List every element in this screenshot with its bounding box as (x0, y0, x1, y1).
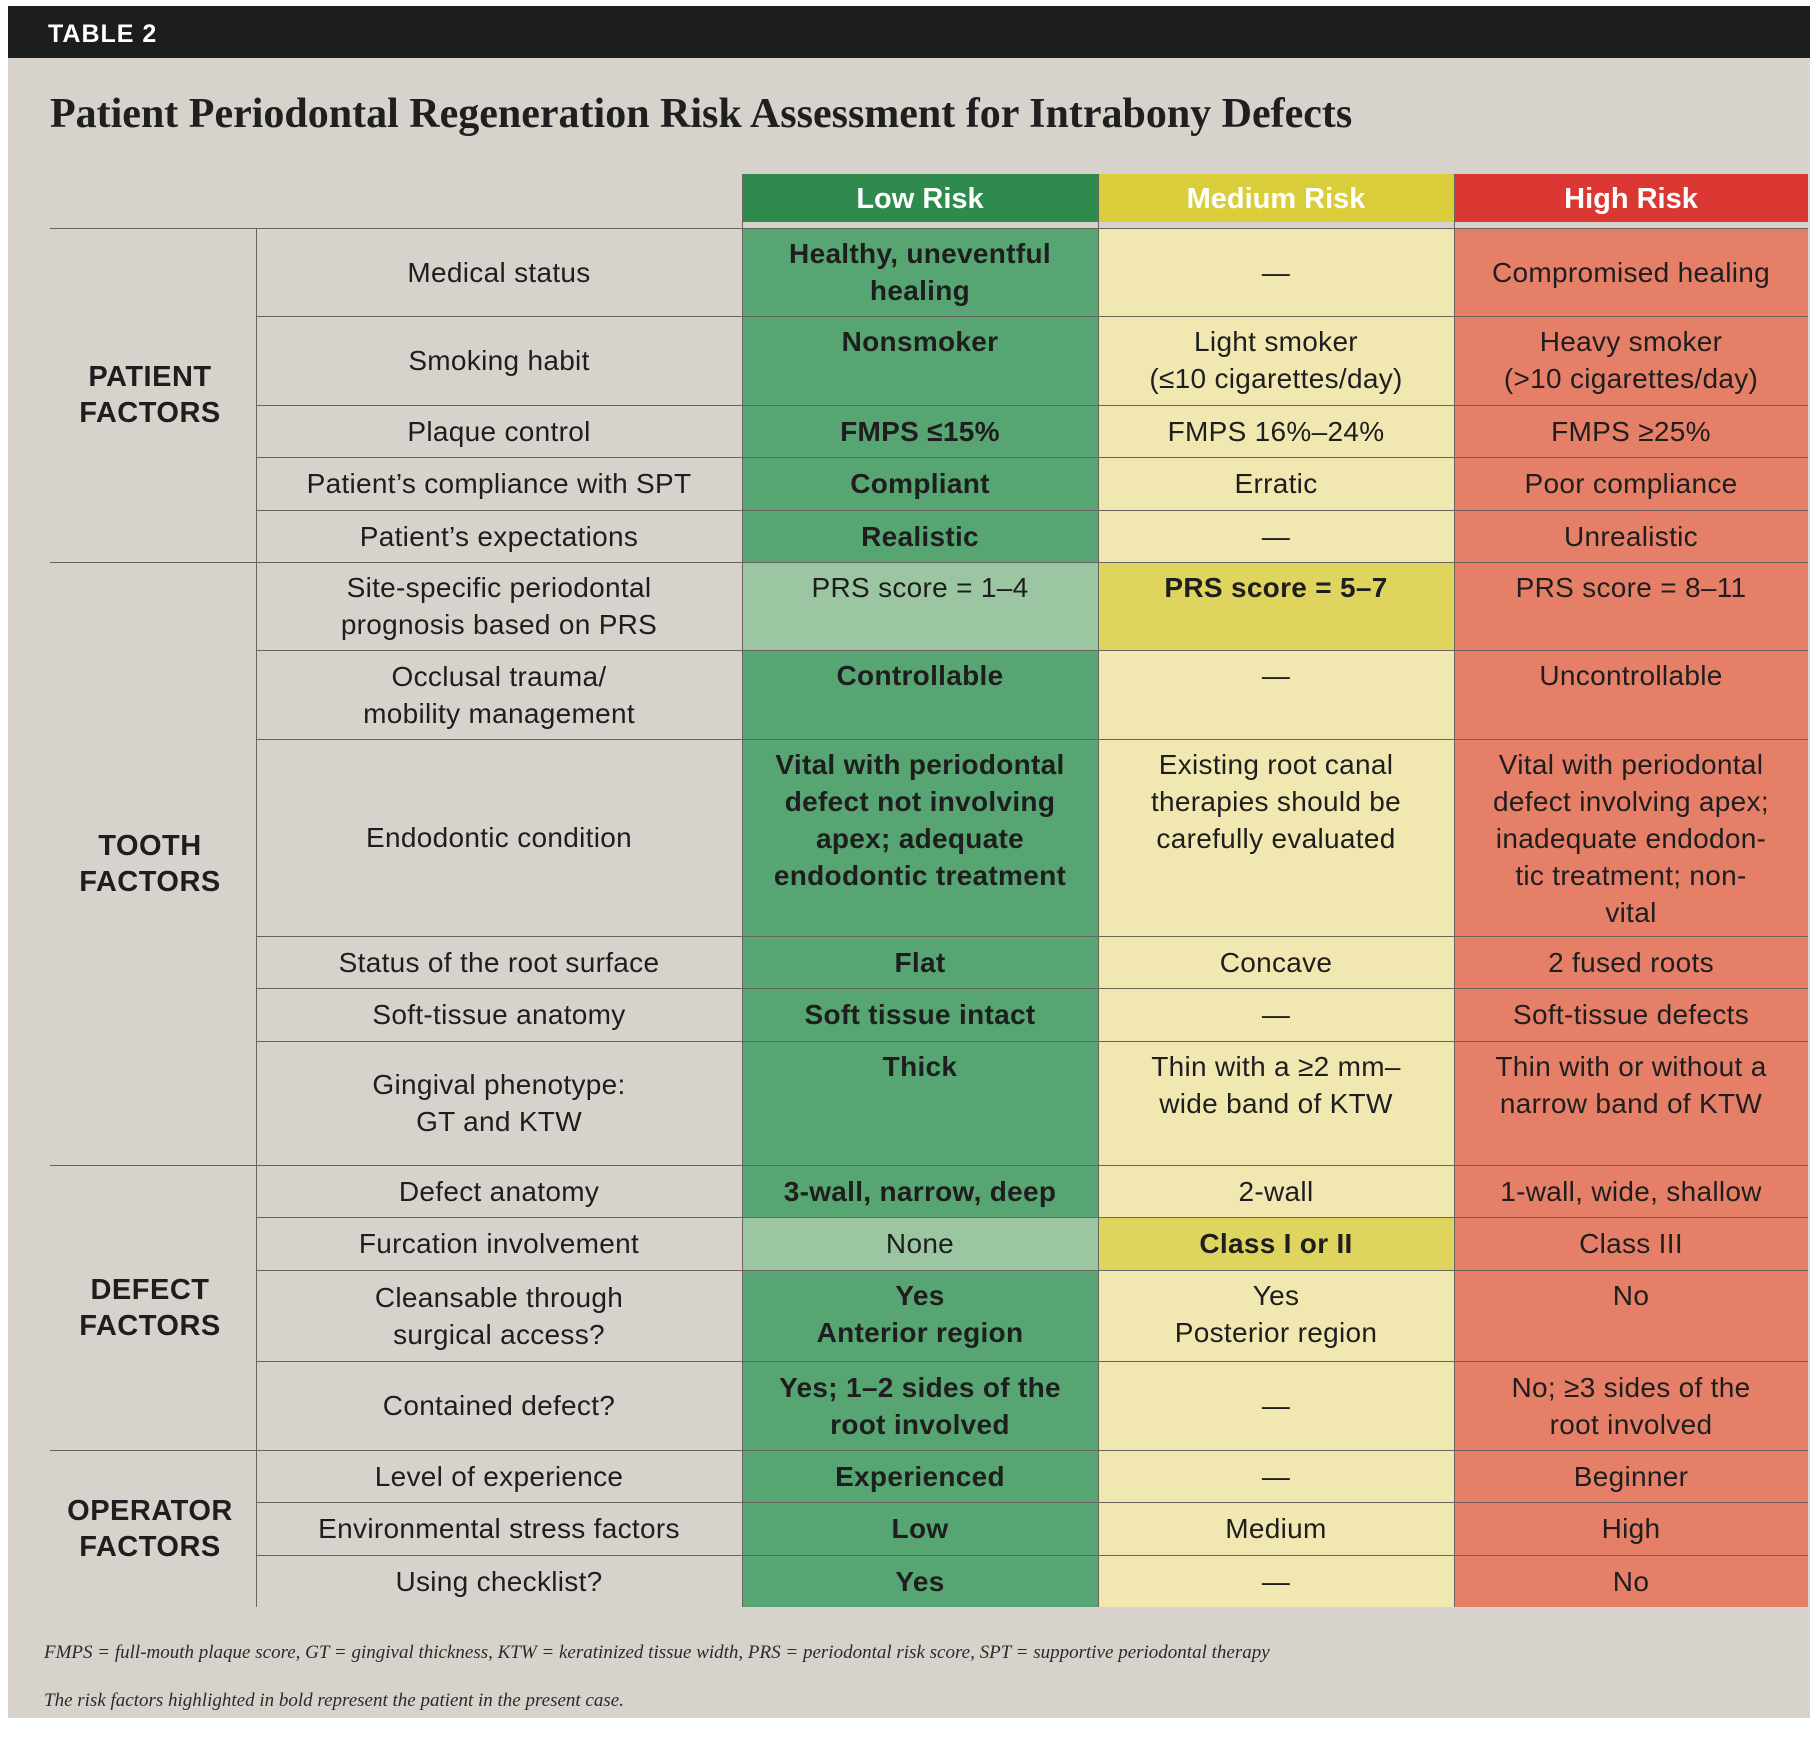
high-risk-cell: Vital with periodontal defect involving apex; inadequate endodon- tic treatment; non- vital (1454, 739, 1808, 936)
column-divider (1098, 174, 1099, 1607)
row-divider (256, 316, 1808, 317)
row-divider (256, 1270, 1808, 1271)
row-divider (256, 510, 1808, 511)
group-divider (50, 1450, 1808, 1451)
header-high-risk: High Risk (1454, 174, 1808, 222)
medium-risk-cell: — (1098, 228, 1454, 316)
high-risk-cell: 2 fused roots (1454, 936, 1808, 988)
high-risk-cell: No (1454, 1555, 1808, 1607)
high-risk-cell: Heavy smoker (>10 cigarettes/day) (1454, 316, 1808, 405)
low-risk-cell: PRS score = 1–4 (742, 562, 1098, 650)
high-risk-cell: Soft-tissue defects (1454, 988, 1808, 1041)
medium-risk-cell: Existing root canal therapies should be carefully evaluated (1098, 739, 1454, 936)
group-divider (50, 562, 1808, 563)
row-divider (256, 1502, 1808, 1503)
medium-risk-cell: 2-wall (1098, 1165, 1454, 1217)
medium-risk-cell: Light smoker (≤10 cigarettes/day) (1098, 316, 1454, 405)
footnote-bold-note: The risk factors highlighted in bold represent the patient in the present case. (44, 1690, 624, 1711)
medium-risk-cell: FMPS 16%–24% (1098, 405, 1454, 457)
row-divider (256, 1555, 1808, 1556)
factor-cell: Cleansable through surgical access? (374, 1281, 624, 1350)
factor-cell: Gingival phenotype: GT and KTW (372, 1069, 626, 1137)
medium-risk-cell: Concave (1098, 936, 1454, 988)
high-risk-cell: No; ≥3 sides of the root involved (1454, 1361, 1808, 1450)
table-number: TABLE 2 (48, 20, 158, 48)
medium-risk-cell: PRS score = 5–7 (1098, 562, 1454, 650)
low-risk-cell: Thick (742, 1041, 1098, 1165)
medium-risk-cell: Class I or II (1098, 1217, 1454, 1270)
row-divider (256, 1361, 1808, 1362)
row-divider (256, 988, 1808, 989)
factor-cell: Soft-tissue anatomy (372, 999, 626, 1030)
factor-cell: Using checklist? (395, 1565, 603, 1597)
medium-risk-cell: Yes Posterior region (1098, 1270, 1454, 1361)
high-risk-cell: Thin with or without a narrow band of KTW (1454, 1041, 1808, 1165)
factor-cell: Plaque control (407, 415, 591, 447)
low-risk-cell: None (742, 1217, 1098, 1270)
factor-cell: Smoking habit (408, 345, 590, 376)
column-divider (1454, 174, 1455, 1607)
factor-cell: Occlusal trauma/ mobility management (363, 660, 635, 729)
high-risk-cell: FMPS ≥25% (1454, 405, 1808, 457)
footnote-abbreviations: FMPS = full-mouth plaque score, GT = gingival thickness, KTW = keratinized tissue width, PRS = periodontal risk score, SPT = supportive periodontal therapy (44, 1642, 1270, 1663)
row-divider (256, 457, 1808, 458)
high-risk-cell: PRS score = 8–11 (1454, 562, 1808, 650)
medium-risk-cell: — (1098, 988, 1454, 1041)
medium-risk-cell: — (1098, 510, 1454, 562)
group-divider (50, 1165, 1808, 1166)
group-label: PATIENT FACTORS (79, 361, 221, 429)
high-risk-cell: Beginner (1454, 1450, 1808, 1502)
factor-cell: Defect anatomy (398, 1175, 600, 1207)
column-divider (256, 228, 257, 1607)
factor-cell: Contained defect? (382, 1390, 616, 1421)
medium-risk-cell: Thin with a ≥2 mm– wide band of KTW (1098, 1041, 1454, 1165)
low-risk-cell: Healthy, uneventful healing (742, 228, 1098, 316)
medium-risk-cell: Erratic (1098, 457, 1454, 510)
row-divider (256, 1217, 1808, 1218)
group-divider (50, 228, 1808, 229)
row-divider (256, 739, 1808, 740)
row-divider (256, 650, 1808, 651)
risk-assessment-table (50, 168, 1808, 1618)
high-risk-cell: High (1454, 1502, 1808, 1555)
medium-risk-cell: — (1098, 650, 1454, 739)
low-risk-cell: Realistic (742, 510, 1098, 562)
low-risk-cell: Yes Anterior region (742, 1270, 1098, 1361)
factor-cell: Status of the root surface (338, 946, 660, 978)
table-label-bar (8, 6, 1810, 58)
row-divider (256, 936, 1808, 937)
low-risk-cell: Low (742, 1502, 1098, 1555)
table-panel (8, 6, 1810, 1718)
low-risk-cell: Controllable (742, 650, 1098, 739)
medium-risk-cell: — (1098, 1361, 1454, 1450)
low-risk-cell: Compliant (742, 457, 1098, 510)
group-label: TOOTH FACTORS (79, 829, 221, 898)
low-risk-cell: FMPS ≤15% (742, 405, 1098, 457)
high-risk-cell: No (1454, 1270, 1808, 1361)
high-risk-cell: Compromised healing (1454, 228, 1808, 316)
factor-cell: Patient’s expectations (359, 520, 639, 552)
header-medium-risk: Medium Risk (1098, 174, 1454, 222)
high-risk-cell: Poor compliance (1454, 457, 1808, 510)
medium-risk-cell: — (1098, 1555, 1454, 1607)
low-risk-cell: Yes (742, 1555, 1098, 1607)
factor-cell: Furcation involvement (358, 1228, 640, 1259)
high-risk-cell: Uncontrollable (1454, 650, 1808, 739)
factor-cell: Site-specific periodontal prognosis based on PRS (340, 572, 658, 640)
medium-risk-cell: — (1098, 1450, 1454, 1502)
header-low-risk: Low Risk (742, 174, 1098, 222)
column-divider (742, 174, 743, 1607)
group-label: DEFECT FACTORS (79, 1273, 221, 1342)
low-risk-cell: Nonsmoker (742, 316, 1098, 405)
table-title: Patient Periodontal Regeneration Risk Assessment for Intrabony Defects (50, 91, 1353, 137)
low-risk-cell: Yes; 1–2 sides of the root involved (742, 1361, 1098, 1450)
low-risk-cell: Experienced (742, 1450, 1098, 1502)
low-risk-cell: Flat (742, 936, 1098, 988)
factor-cell: Medical status (407, 256, 591, 288)
group-label: OPERATOR FACTORS (67, 1494, 233, 1563)
low-risk-cell: 3-wall, narrow, deep (742, 1165, 1098, 1217)
high-risk-cell: 1-wall, wide, shallow (1454, 1165, 1808, 1217)
factor-cell: Level of experience (374, 1460, 624, 1492)
row-divider (256, 1041, 1808, 1042)
row-divider (256, 405, 1808, 406)
low-risk-cell: Vital with periodontal defect not involving apex; adequate endodontic treatment (742, 739, 1098, 936)
medium-risk-cell: Medium (1098, 1502, 1454, 1555)
factor-cell: Environmental stress factors (318, 1513, 680, 1544)
high-risk-cell: Class III (1454, 1217, 1808, 1270)
factor-cell: Endodontic condition (366, 822, 632, 853)
low-risk-cell: Soft tissue intact (742, 988, 1098, 1041)
factor-cell: Patient’s compliance with SPT (306, 468, 692, 499)
high-risk-cell: Unrealistic (1454, 510, 1808, 562)
